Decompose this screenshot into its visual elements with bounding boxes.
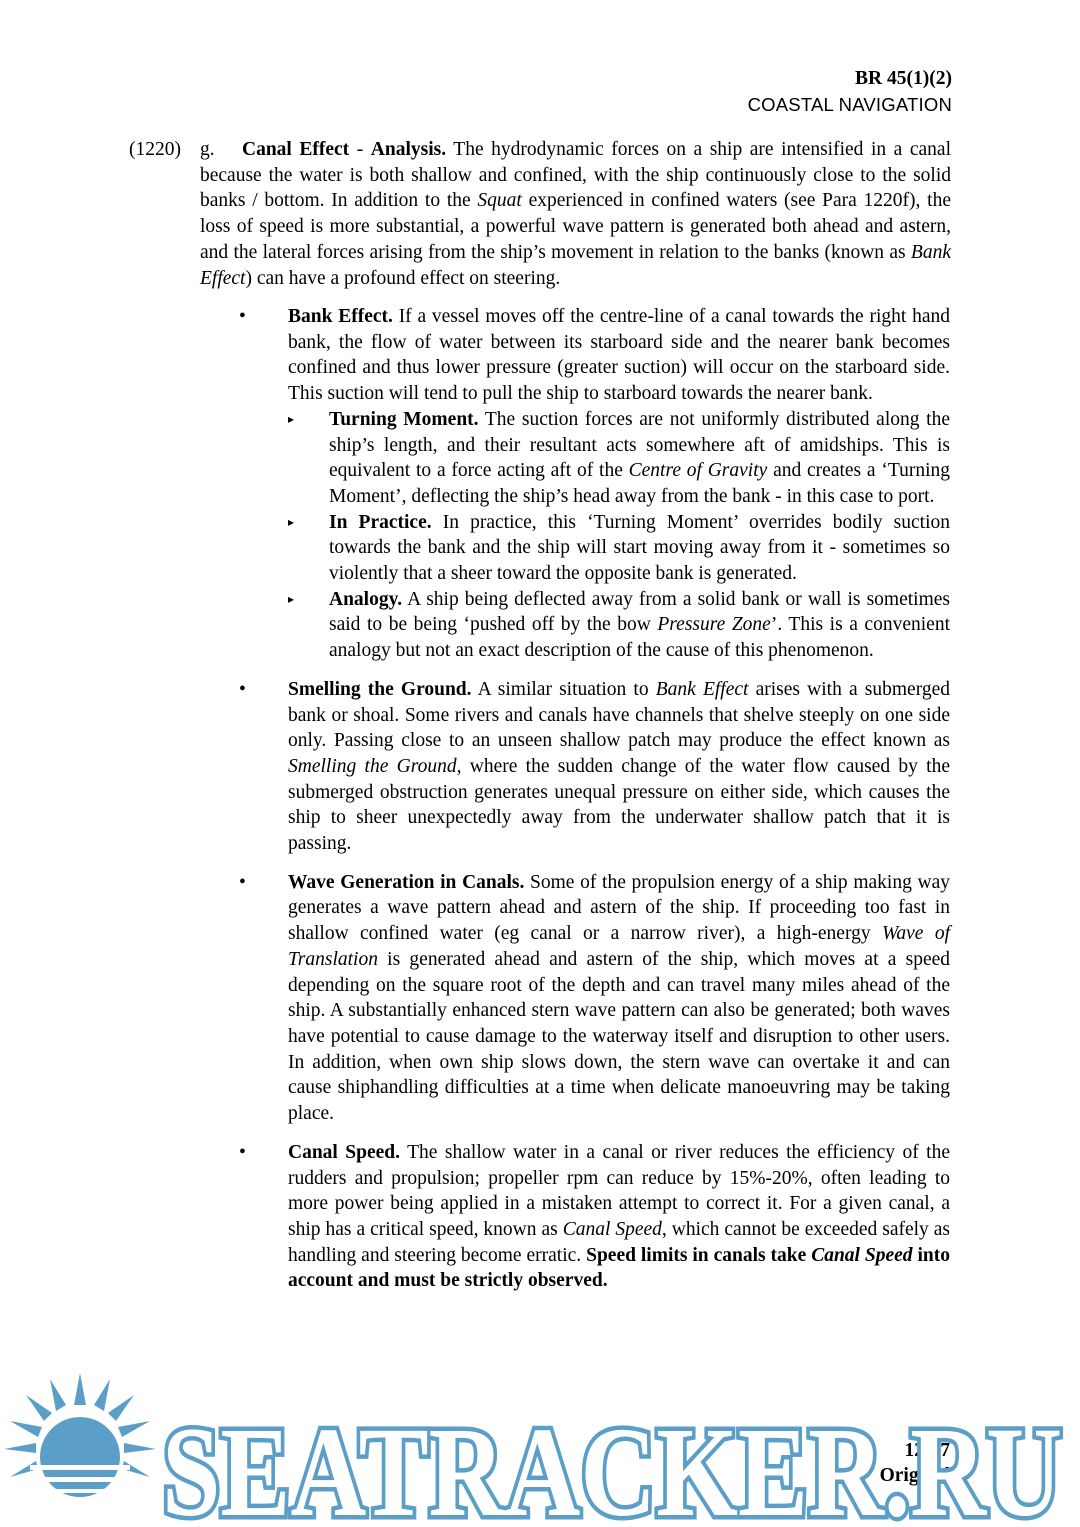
watermark-text: SEATRACKER.RU: [162, 1401, 1062, 1525]
bullet-bank-effect: [239, 304, 950, 664]
bullet-text: Some of the propulsion energy of a ship making way generates a wave pattern ahead and astern of the ship. If proceeding too fast in shallow confined water (eg canal or a narrow river), a high-energy: [288, 871, 950, 945]
bullet-marker: •: [239, 871, 246, 893]
sub-item-analogy: [288, 587, 950, 664]
bullet-text: The shallow water in a canal or river reduces the efficiency of the rudders and propulsion; propeller rpm can reduce by 15%-20%, often leading to more power being applied in a mistaken attempt to correct it. For a given canal, a ship has a critical speed, known as: [288, 1141, 950, 1240]
sub-list: [288, 407, 950, 664]
bullet-title: Canal Speed.: [288, 1141, 401, 1163]
sub-item-text: ’. This is a convenient analogy but not an exact description of the cause of this phenomenon.: [329, 614, 950, 662]
paragraph-title-2: Analysis.: [370, 139, 447, 160]
sub-item-text: A ship being deflected away from a solid bank or wall is sometimes said to be being ‘pushed off by the bow: [329, 588, 950, 636]
italic-term: Smelling the Ground,: [288, 755, 462, 777]
page-number: 12-17: [904, 1440, 950, 1461]
bullet-canal-speed: [239, 1140, 950, 1294]
sub-item-in-practice: [288, 510, 950, 587]
bullet-title: Smelling the Ground.: [288, 678, 472, 700]
bullet-marker: •: [239, 678, 246, 700]
bullet-wave-generation: [239, 870, 950, 1127]
sun-logo-icon: [4, 1373, 156, 1497]
document-subtitle: COASTAL NAVIGATION: [747, 94, 952, 115]
paragraph-1220g: [129, 137, 951, 291]
paragraph-title: Canal Effect: [242, 139, 350, 160]
italic-term: Canal Speed: [562, 1218, 662, 1240]
bullet-list: [239, 304, 950, 1307]
paragraph-number: (1220): [129, 139, 181, 160]
bullet-title: Wave Generation in Canals.: [288, 871, 525, 893]
sub-item-turning-moment: [288, 407, 950, 510]
italic-term: Bank Effect: [655, 678, 749, 700]
italic-term: Wave of Translation: [288, 923, 950, 970]
sub-item-title: Analogy.: [329, 588, 403, 610]
triangle-marker-icon: ▸: [288, 591, 295, 606]
sub-item-text: In practice, this ‘Turning Moment’ overrides bodily suction towards the bank and the ship will start moving away from it - sometimes so violently that a sheer toward the opposite bank is generated.: [329, 511, 950, 585]
paragraph-letter: g.: [200, 139, 215, 160]
bullet-marker: •: [239, 306, 246, 327]
italic-term: Centre of Gravity: [628, 460, 768, 482]
bullet-text: is generated ahead and astern of the ship, which moves at a speed depending on the square root of the depth and can travel many miles ahead of the ship. A substantially enhanced stern wave pattern can also be generated; both waves have potential to cause damage to the waterway itself and disruption to other users. In addition, when own ship slows down, the stern wave can overtake it and can cause shiphandling difficulties at a time when delicate manoeuvring may be taking place.: [288, 948, 950, 1125]
document-reference: BR 45(1)(2): [855, 68, 952, 89]
title-separator: -: [349, 139, 371, 160]
bullet-smelling-the-ground: [239, 677, 950, 857]
page-status: Original: [879, 1465, 950, 1486]
bullet-text: If a vessel moves off the centre-line of a canal towards the right hand bank, the flow of water between its starboard side and the nearer bank becomes confined and thus lower pressure (greater suction) will occur on the starboard side. This suction will tend to pull the ship to starboard towards the nearer bank.: [288, 306, 950, 405]
sub-item-text: and creates a ‘Turning Moment’, deflecting the ship’s head away from the bank - in this case to port.: [329, 460, 950, 507]
bold-italic-term: Canal Speed: [811, 1244, 913, 1266]
paragraph-text-part: experienced in confined waters (see Para 1220f), the loss of speed is more substantial, a powerful wave pattern is generated both ahead and astern, and the lateral forces arising from the ship’s movement in relation to the banks (known as: [200, 190, 951, 263]
italic-term: Squat: [477, 190, 522, 212]
bold-warning: into account and must be strictly observed.: [288, 1244, 951, 1292]
sub-item-title: In Practice.: [329, 511, 432, 533]
bullet-text: arises with a submerged bank or shoal. Some rivers and canals have channels that shelve steeply on one side only. Passing close to an unseen shallow patch may produce the effect known as: [288, 678, 950, 752]
paragraph-text-part: The hydrodynamic forces on a ship are intensified in a canal because the water is both shallow and confined, with the ship continuously close to the solid banks / bottom. In addition to the: [200, 139, 951, 212]
triangle-marker-icon: ▸: [288, 514, 295, 529]
page-header: [748, 66, 952, 118]
sub-item-title: Turning Moment.: [329, 408, 479, 430]
bullet-text: A similar situation to: [471, 678, 656, 700]
bold-warning: Speed limits in canals take: [586, 1244, 812, 1266]
bullet-text: , which cannot be exceeded safely as handling and steering become erratic.: [288, 1218, 951, 1266]
sub-item-text: The suction forces are not uniformly distributed along the ship’s length, and their resultant acts somewhere aft of amidships. This is equivalent to a force acting aft of the: [329, 408, 950, 482]
bullet-text: where the sudden change of the water flow caused by the submerged obstruction generates unequal pressure on either side, which causes the ship to sheer unexpectedly away from the underwater shallow patch that it is passing.: [288, 755, 950, 855]
paragraph-text: [200, 137, 951, 291]
italic-term: Pressure Zone: [657, 614, 771, 636]
italic-term: Bank Effect: [200, 241, 951, 289]
paragraph-text-part: ) can have a profound effect on steering.: [245, 267, 561, 289]
page-footer: [880, 1438, 950, 1488]
triangle-marker-icon: ▸: [288, 411, 295, 426]
bullet-title: Bank Effect.: [288, 306, 393, 327]
bullet-marker: •: [239, 1141, 246, 1163]
